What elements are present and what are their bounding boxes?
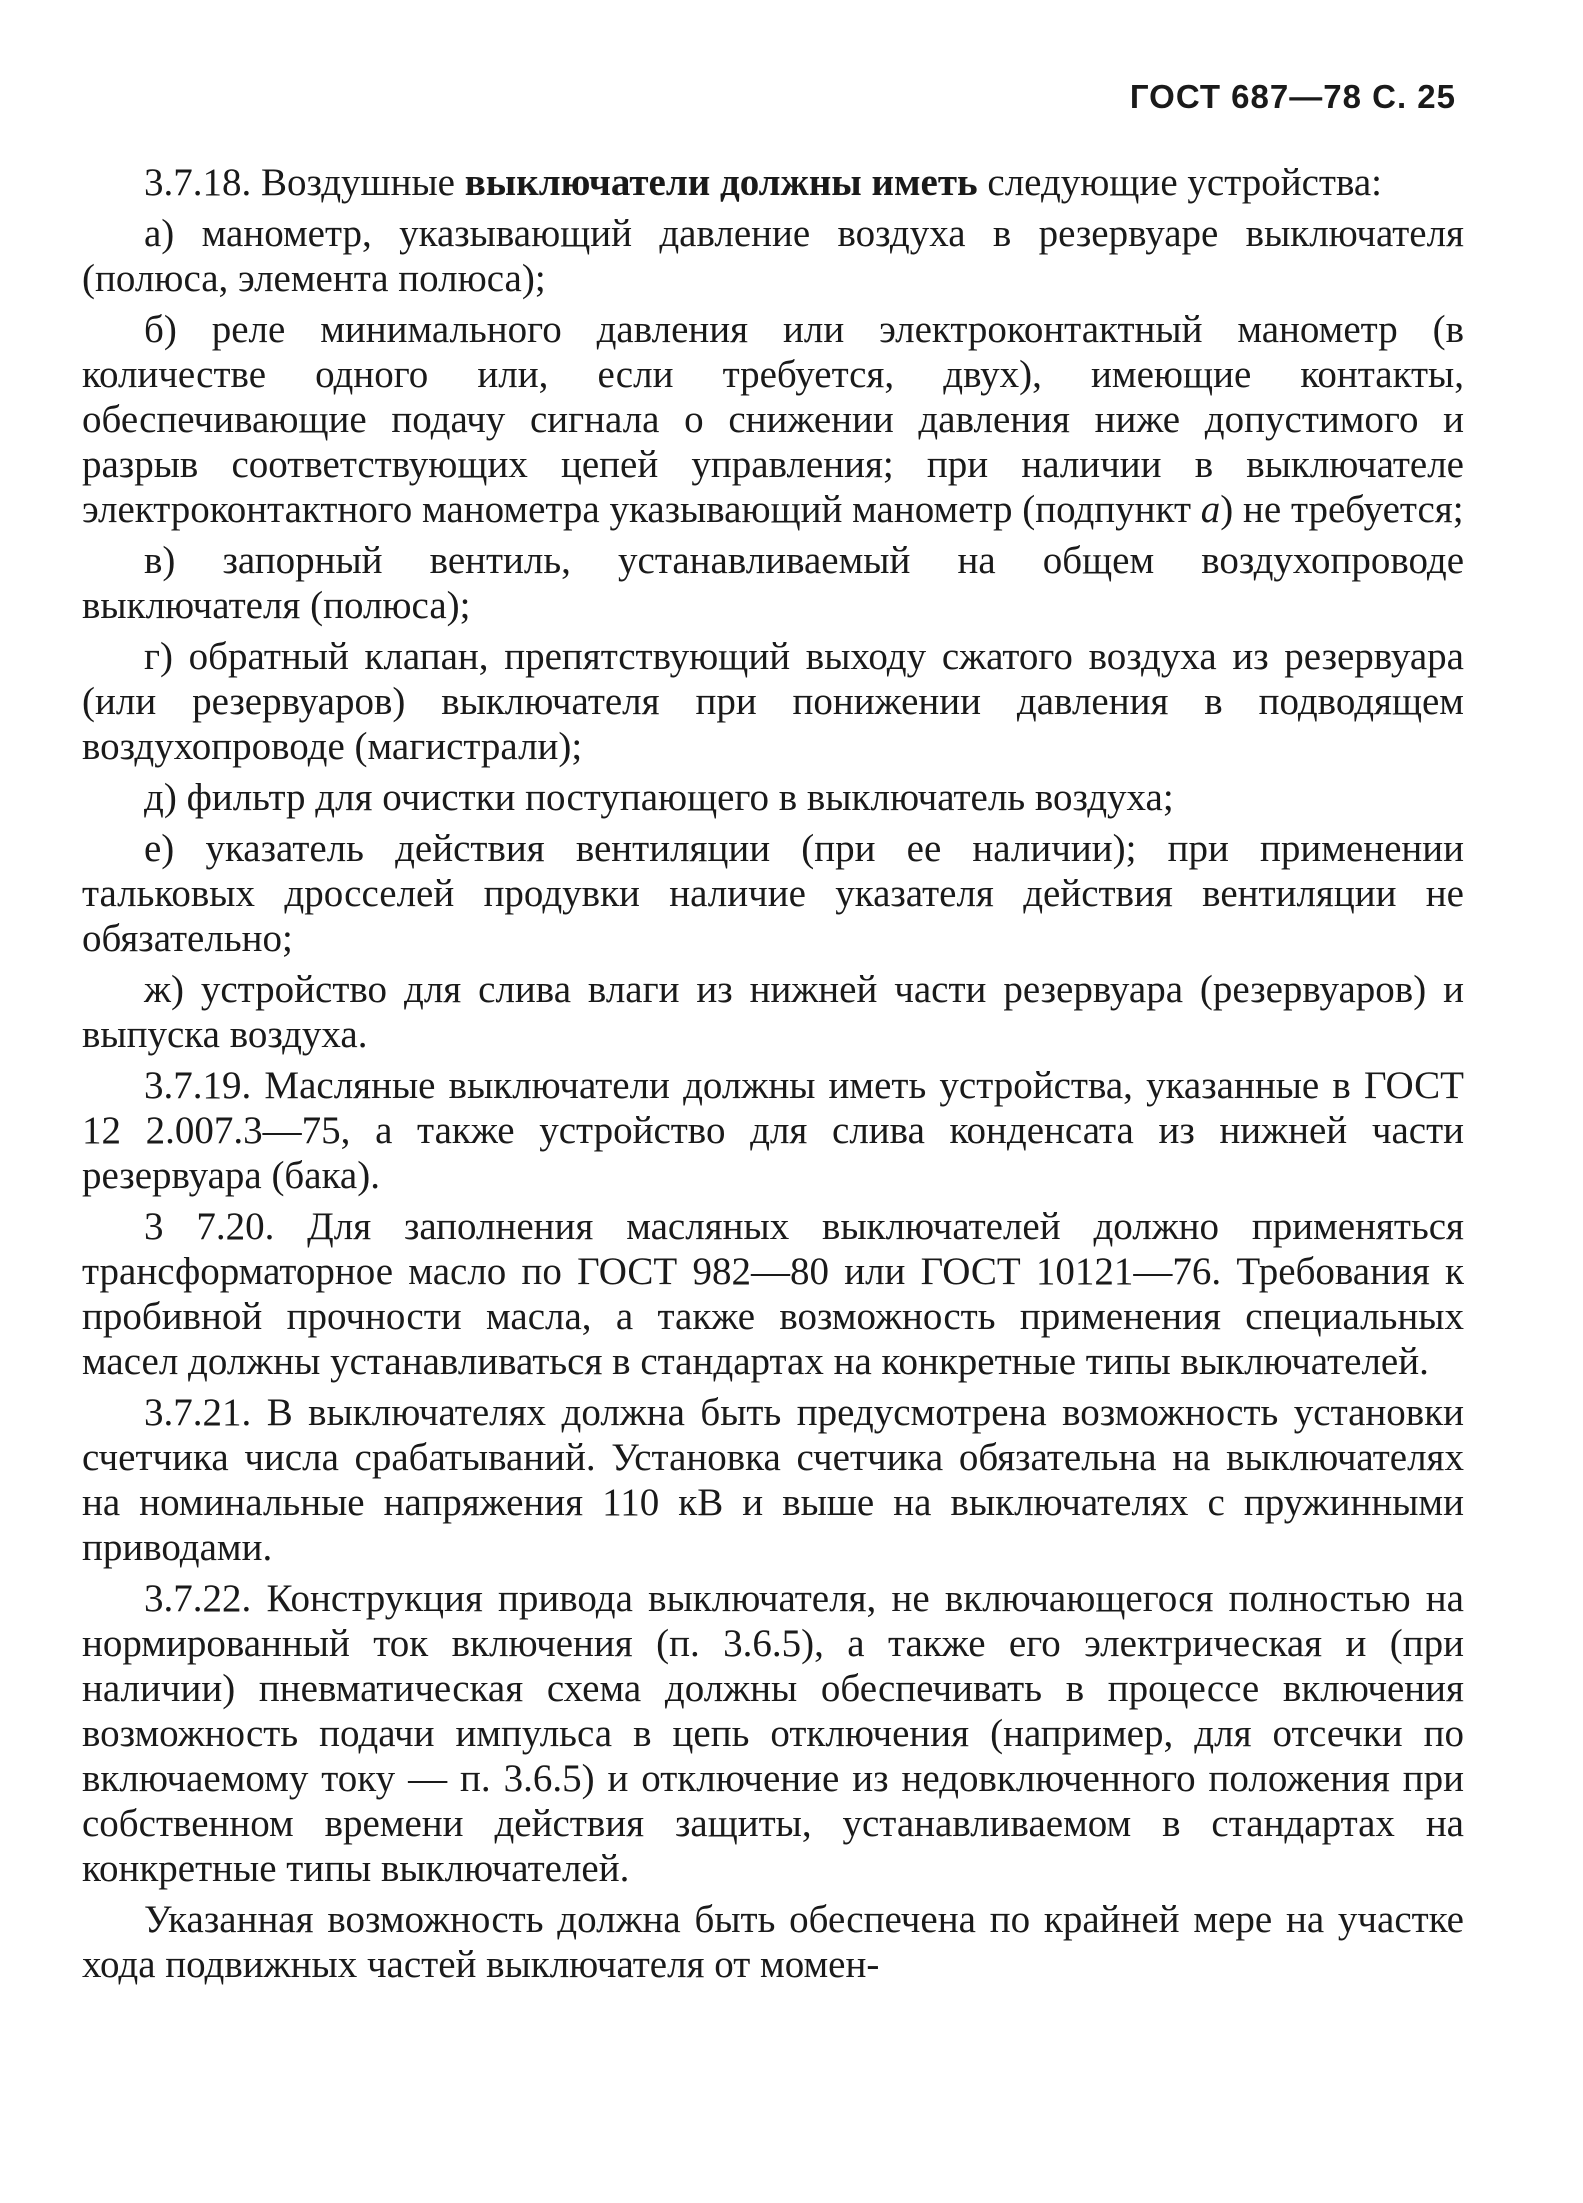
list-item-b [82, 307, 1464, 532]
page-header: ГОСТ 687—78 С. 25 [1129, 78, 1456, 115]
paragraph-3-7-18-suffix: следующие устройства: [977, 161, 1382, 204]
list-item-a: а) манометр, указывающий давление воздуха в резервуаре выключателя (полюса, элемента полюса); [82, 212, 1464, 300]
list-item-b-italic: а [1200, 488, 1221, 531]
list-item-g: г) обратный клапан, препятствующий выходу сжатого воздуха из резервуара (или резервуаров) выключателя при понижении давления в подводящем воздухопроводе (магистрали); [82, 635, 1464, 768]
paragraph-3-7-18 [82, 160, 1464, 205]
list-item-b-suffix: ) не требуется; [1220, 488, 1464, 531]
paragraph-3-7-20: 3 7.20. Для заполнения масляных выключателей должно применяться трансформаторное масло по ГОСТ 982—80 или ГОСТ 10121—76. Требования к пробивной прочности масла, а также возможность применения специальных масел должны устанавливаться в стандартах на конкретные типы выключателей. [82, 1205, 1464, 1383]
list-item-zh: ж) устройство для слива влаги из нижней части резервуара (резервуаров) и выпуска воздуха. [82, 968, 1464, 1056]
list-item-v: в) запорный вентиль, устанавливаемый на общем воздухопроводе выключателя (полюса); [82, 539, 1464, 627]
list-item-b-text: б) реле минимального давления или электроконтактный манометр (в количестве одного или, если требуется, двух), имеющие контакты, обеспечивающие подачу сигнала о снижении давления ниже допустимого и разрыв соответствующих цепей управления; при наличии в выключателе электроконтактного манометра указывающий манометр (подпункт [82, 308, 1464, 531]
paragraph-3-7-18-emphasis: выключатели должны иметь [464, 161, 978, 204]
list-item-d: д) фильтр для очистки поступающего в выключатель воздуха; [144, 776, 1174, 819]
paragraph-3-7-18-prefix: 3.7.18. Воздушные [144, 161, 465, 204]
paragraph-3-7-21: 3.7.21. В выключателях должна быть предусмотрена возможность установки счетчика числа срабатываний. Установка счетчика обязательна на выключателях на номинальные напряжения 110 кВ и выше на выключателях с пружинными приводами. [82, 1391, 1464, 1569]
list-item-e: е) указатель действия вентиляции (при ее наличии); при применении тальковых дросселей продувки наличие указателя действия вентиляции не обязательно; [82, 827, 1464, 960]
paragraph-3-7-22: 3.7.22. Конструкция привода выключателя, не включающегося полностью на нормированный ток включения (п. 3.6.5), а также его электрическая и (при наличии) пневматическая схема должны обеспечивать в процессе включения возможность подачи импульса в цепь отключения (например, для отсечки по включаемому току — п. 3.6.5) и отключение из недовключенного положения при собственном времени действия защиты, устанавливаемом в стандартах на конкретные типы выключателей. [82, 1577, 1464, 1890]
paragraph-continuation: Указанная возможность должна быть обеспечена по крайней мере на участке хода подвижных частей выключателя от момен- [82, 1898, 1464, 1986]
document-body [82, 160, 1464, 1993]
paragraph-3-7-19: 3.7.19. Масляные выключатели должны иметь устройства, указанные в ГОСТ 12 2.007.3—75, а также устройство для слива конденсата из нижней части резервуара (бака). [82, 1064, 1464, 1197]
